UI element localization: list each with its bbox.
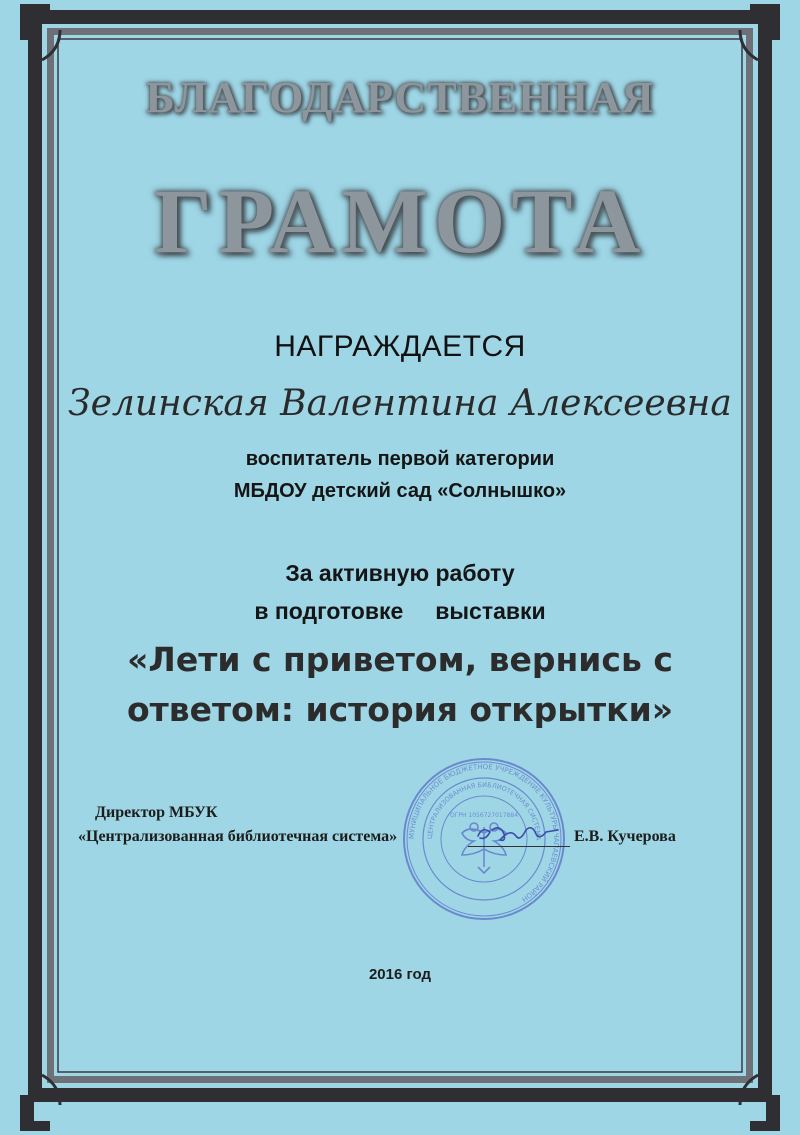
awarded-heading: НАГРАЖДАЕТСЯ bbox=[274, 330, 526, 363]
reason-line-2: в подготовке выставки bbox=[254, 598, 546, 624]
title-line-1: БЛАГОДАРСТВЕННАЯ bbox=[145, 73, 655, 122]
signatory-title: Директор МБУК bbox=[95, 804, 218, 821]
svg-text:МУНИЦИПАЛЬНОЕ БЮДЖЕТНОЕ УЧРЕЖД: МУНИЦИПАЛЬНОЕ БЮДЖЕТНОЕ УЧРЕЖДЕНИЕ КУЛЬТУРЫ ЧАПАЕВСКИЙ РАЙОН bbox=[407, 762, 561, 904]
exhibition-title-line-1: «Лети с приветом, вернись с bbox=[127, 640, 673, 679]
recipient-organization: МБДОУ детский сад «Солнышко» bbox=[233, 480, 567, 502]
recipient-position: воспитатель первой категории bbox=[245, 448, 555, 470]
signatory-name: Е.В. Кучерова bbox=[574, 828, 676, 845]
handwritten-signature bbox=[474, 818, 564, 848]
certificate-year: 2016 год bbox=[368, 966, 432, 983]
svg-text:ЦЕНТРАЛИЗОВАННАЯ БИБЛИОТЕЧНАЯ: ЦЕНТРАЛИЗОВАННАЯ БИБЛИОТЕЧНАЯ СИСТЕМА bbox=[425, 780, 543, 841]
svg-text:ОГРН 1056727017884: ОГРН 1056727017884 bbox=[449, 812, 519, 819]
reason-line-1: За активную работу bbox=[285, 560, 515, 586]
exhibition-title-line-2: ответом: история открытки» bbox=[126, 690, 674, 729]
title-line-2: ГРАМОТА bbox=[153, 170, 647, 272]
recipient-name: Зелинская Валентина Алексеевна bbox=[68, 383, 732, 424]
signatory-organization: «Централизованная библиотечная система» bbox=[78, 828, 398, 845]
